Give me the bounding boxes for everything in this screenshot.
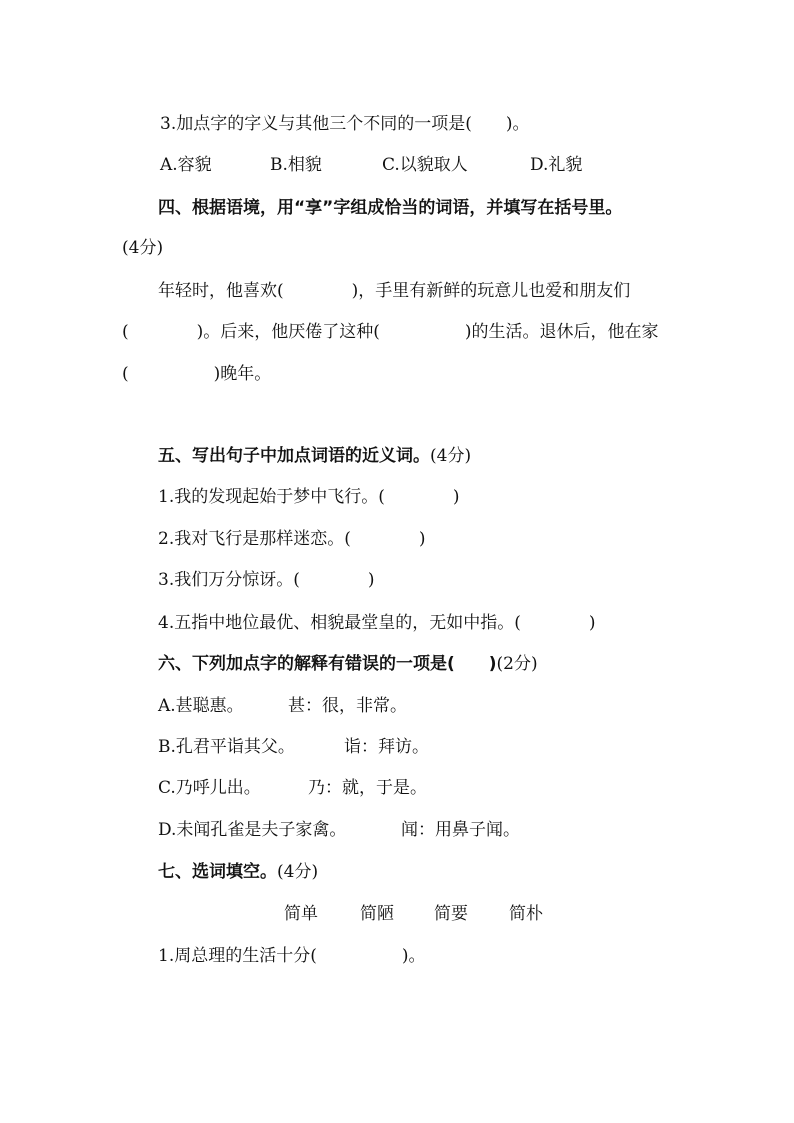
word-option: 简陋 xyxy=(360,904,394,924)
option-d: D.礼貌 xyxy=(530,155,583,175)
section-7-title xyxy=(158,860,318,884)
section-6-sentence: C.乃呼儿出。 xyxy=(158,778,261,798)
section-6-meaning: 诣：拜访。 xyxy=(344,737,429,757)
option-c: C.以貌取人 xyxy=(382,155,468,175)
section-5-item-1: 1.我的发现起始于梦中飞行。( ) xyxy=(158,487,460,507)
word-option: 简要 xyxy=(434,904,468,924)
question-3: 3.加点字的字义与其他三个不同的一项是( )。 xyxy=(160,114,530,134)
section-4-line-2: ( )。后来，他厌倦了这种( )的生活。退休后，他在家 xyxy=(122,322,659,342)
section-4-line-3: ( )晚年。 xyxy=(122,364,272,384)
section-4-score: (4分) xyxy=(122,238,164,258)
section-6-sentence: B.孔君平诣其父。 xyxy=(158,737,295,757)
section-6-meaning: 乃：就，于是。 xyxy=(308,778,427,798)
option-b: B.相貌 xyxy=(270,155,322,175)
section-6-meaning: 闻：用鼻子闻。 xyxy=(401,820,520,840)
section-5-item-4: 4.五指中地位最优、相貌最堂皇的，无如中指。( ) xyxy=(158,613,596,633)
option-a: A.容貌 xyxy=(160,155,212,175)
section-6-meaning: 甚：很，非常。 xyxy=(288,696,407,716)
section-5-heading: 五、写出句子中加点词语的近义词。 xyxy=(158,446,430,466)
section-5-item-2: 2.我对飞行是那样迷恋。( ) xyxy=(158,529,426,549)
section-4-heading: 四、根据语境，用“享”字组成恰当的词语，并填写在括号里。 xyxy=(158,198,623,218)
section-7-item-1: 1.周总理的生活十分( )。 xyxy=(158,946,426,966)
section-6-sentence: A.甚聪惠。 xyxy=(158,696,244,716)
section-7-heading: 七、选词填空。 xyxy=(158,862,277,882)
section-6-sentence: D.未闻孔雀是夫子家禽。 xyxy=(158,820,347,840)
word-option: 简单 xyxy=(284,904,318,924)
section-5-title xyxy=(158,444,471,468)
section-6-title xyxy=(158,652,538,676)
section-6-heading: 六、下列加点字的解释有错误的一项是( ) xyxy=(158,654,497,674)
section-5-score: (4分) xyxy=(430,446,472,466)
section-4-line-1: 年轻时，他喜欢( )，手里有新鲜的玩意儿也爱和朋友们 xyxy=(158,281,631,301)
section-5-item-3: 3.我们万分惊讶。( ) xyxy=(158,570,375,590)
word-option: 简朴 xyxy=(509,904,543,924)
section-7-score: (4分) xyxy=(277,862,319,882)
section-6-score: (2分) xyxy=(496,654,538,674)
